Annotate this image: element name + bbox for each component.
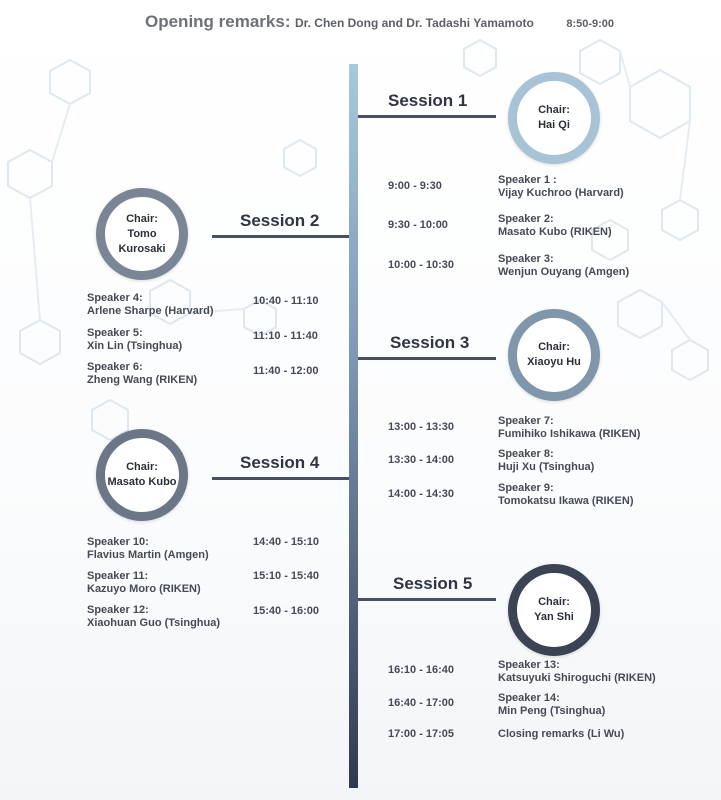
speaker-name: Zheng Wang (RIKEN) — [87, 374, 198, 386]
talk-time: 16:10 - 16:40 — [388, 664, 455, 676]
chair-label: Chair: — [126, 212, 158, 225]
talk-time: 11:40 - 12:00 — [253, 365, 319, 377]
session-1-chair — [508, 72, 600, 164]
chair-label: Chair: — [538, 596, 570, 608]
speaker-name: Flavius Martin (Amgen) — [87, 549, 209, 561]
speaker-name: Kazuyo Moro (RIKEN) — [87, 583, 201, 595]
chair-name: Yan Shi — [534, 611, 574, 623]
session-4-title: Session 4 — [240, 453, 320, 472]
chair-label: Chair: — [538, 104, 570, 116]
session-1-title: Session 1 — [388, 91, 468, 110]
session-2-title: Session 2 — [240, 211, 320, 230]
chair-name: Tomo Kurosaki — [118, 227, 166, 255]
closing-remarks — [498, 728, 624, 741]
speaker-name: Arlene Sharpe (Harvard) — [87, 305, 214, 317]
talk-speaker — [87, 570, 201, 596]
talk-time: 13:30 - 14:00 — [388, 454, 455, 466]
closing-remarks-label: Closing remarks (Li Wu) — [498, 728, 625, 740]
talk-time: 14:00 - 14:30 — [388, 488, 455, 500]
speaker-number: Speaker 3: — [498, 253, 554, 265]
speaker-name: Fumihiko Ishikawa (RIKEN) — [498, 428, 641, 440]
session-5-connector — [358, 598, 496, 601]
talk-time: 11:10 - 11:40 — [253, 330, 318, 342]
speaker-number: Speaker 10: — [87, 536, 149, 548]
talk-speaker — [498, 448, 594, 474]
speaker-name: Katsuyuki Shiroguchi (RIKEN) — [498, 672, 656, 684]
session-2-connector — [212, 235, 349, 238]
opening-remarks-header — [145, 12, 614, 32]
speaker-number: Speaker 1 : — [498, 174, 557, 186]
talk-speaker — [498, 253, 629, 279]
opening-remarks-title: Opening remarks: — [145, 12, 291, 31]
talk-speaker — [498, 213, 612, 239]
speaker-number: Speaker 8: — [498, 448, 554, 460]
chair-name: Hai Qi — [538, 119, 570, 131]
talk-speaker — [498, 415, 640, 441]
talk-speaker — [87, 327, 182, 353]
speaker-name: Min Peng (Tsinghua) — [498, 705, 606, 717]
timeline-axis — [349, 64, 358, 788]
talk-speaker — [87, 604, 220, 630]
speaker-name: Xin Lin (Tsinghua) — [87, 340, 183, 352]
session-5-chair — [508, 564, 600, 656]
opening-remarks-speakers: Dr. Chen Dong and Dr. Tadashi Yamamoto — [294, 16, 534, 30]
talk-speaker — [87, 536, 209, 562]
talk-time: 9:30 - 10:00 — [388, 219, 448, 231]
speaker-name: Xiaohuan Guo (Tsinghua) — [87, 617, 221, 629]
chair-label: Chair: — [538, 341, 570, 353]
speaker-number: Speaker 12: — [87, 604, 149, 616]
speaker-number: Speaker 2: — [498, 213, 554, 225]
speaker-number: Speaker 9: — [498, 482, 554, 494]
speaker-name: Masato Kubo (RIKEN) — [498, 226, 612, 238]
talk-time: 10:40 - 11:10 — [253, 295, 319, 307]
talk-time: 13:00 - 13:30 — [388, 421, 455, 433]
speaker-number: Speaker 13: — [498, 659, 560, 671]
session-3-title: Session 3 — [390, 333, 470, 352]
session-4-chair — [96, 429, 188, 521]
session-3-chair — [508, 309, 600, 401]
speaker-number: Speaker 11: — [87, 570, 149, 582]
chair-label: Chair: — [126, 461, 158, 473]
speaker-number: Speaker 7: — [498, 415, 554, 427]
talk-speaker — [498, 174, 624, 200]
chair-name: Xiaoyu Hu — [527, 356, 581, 368]
speaker-name: Wenjun Ouyang (Amgen) — [498, 266, 630, 278]
opening-remarks-time: 8:50-9:00 — [566, 18, 615, 30]
talk-time: 14:40 - 15:10 — [253, 536, 320, 548]
talk-speaker — [498, 482, 634, 508]
session-1-connector — [358, 115, 496, 118]
talk-time: 16:40 - 17:00 — [388, 697, 455, 709]
speaker-number: Speaker 5: — [87, 327, 143, 339]
session-2-chair — [96, 188, 188, 280]
talk-time: 15:40 - 16:00 — [253, 605, 320, 617]
talk-time: 17:00 - 17:05 — [388, 728, 455, 740]
session-5-title: Session 5 — [393, 574, 473, 593]
talk-speaker — [87, 361, 197, 387]
talk-speaker — [498, 692, 605, 718]
session-4-connector — [212, 477, 349, 480]
talk-speaker — [87, 292, 214, 318]
session-3-connector — [358, 357, 496, 360]
talk-speaker — [498, 659, 656, 685]
talk-time: 15:10 - 15:40 — [253, 570, 320, 582]
chair-name: Masato Kubo — [107, 476, 177, 488]
speaker-number: Speaker 4: — [87, 292, 143, 304]
speaker-name: Vijay Kuchroo (Harvard) — [498, 187, 624, 199]
talk-time: 9:00 - 9:30 — [388, 180, 442, 192]
speaker-name: Huji Xu (Tsinghua) — [498, 461, 595, 473]
speaker-number: Speaker 14: — [498, 692, 560, 704]
speaker-number: Speaker 6: — [87, 361, 143, 373]
speaker-name: Tomokatsu Ikawa (RIKEN) — [498, 495, 634, 507]
talk-time: 10:00 - 10:30 — [388, 259, 455, 271]
